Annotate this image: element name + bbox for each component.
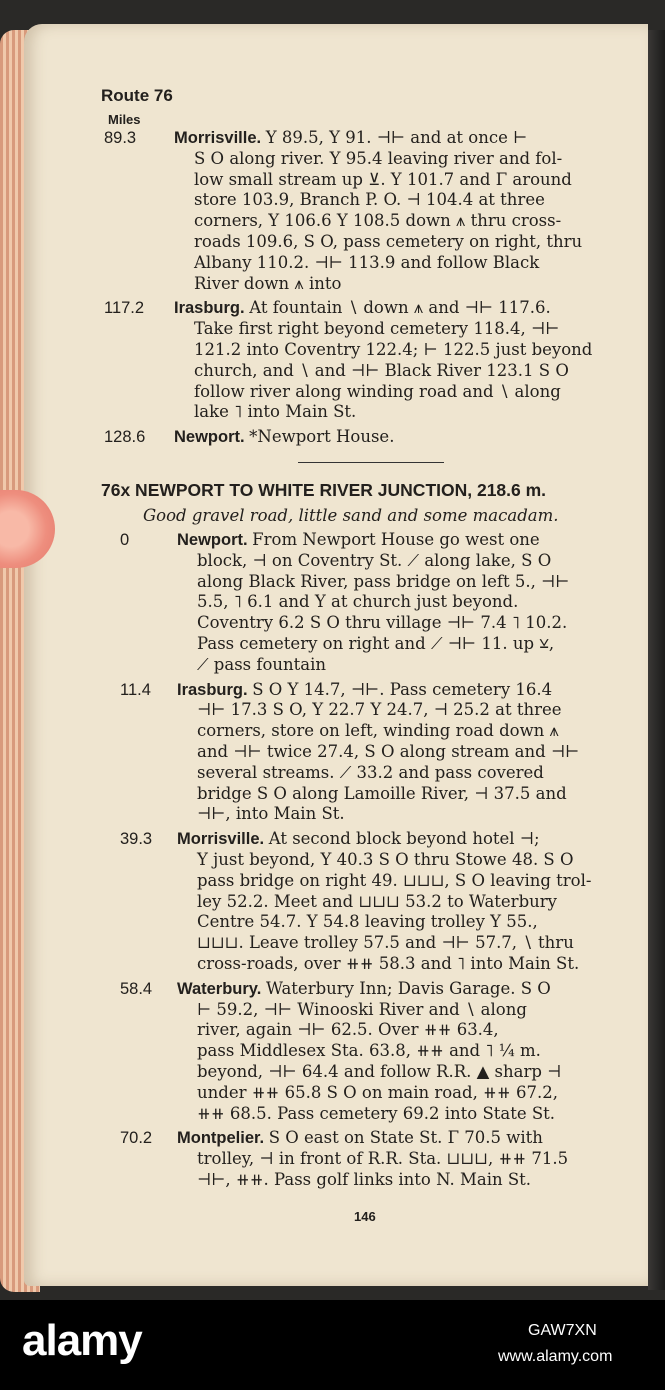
entry-line (174, 298, 624, 319)
entry-line (177, 1062, 625, 1083)
entry-line-text: Y just beyond, Y 40.3 S O thru Stowe 48. S O (197, 849, 574, 869)
entry-line-text: cross-roads, over ⧺⧺ 58.3 and ˥ into Main St. (197, 953, 580, 973)
watermark-logo: alamy (22, 1316, 142, 1365)
section-heading: 76x NEWPORT TO WHITE RIVER JUNCTION, 218.6 m. (101, 480, 547, 500)
entry-line-text: under ⧺⧺ 65.8 S O on main road, ⧺⧺ 67.2, (197, 1082, 558, 1102)
entry-line (177, 1170, 625, 1191)
page-number: 146 (354, 1209, 376, 1224)
entry-line-text: S O Y 14.7, ⊣⊢. Pass cemetery 16.4 (252, 679, 553, 699)
entry-mileage: 0 (120, 531, 130, 549)
entry-line (174, 274, 624, 295)
entry-mileage: 117.2 (104, 299, 145, 318)
entry-place-name: Morrisville. (174, 129, 266, 147)
entry-line (177, 1020, 625, 1041)
entry-line (177, 572, 625, 593)
entry-line (177, 551, 625, 572)
entry-line (177, 954, 625, 975)
entry-line (177, 1083, 625, 1104)
entry-line-text: river, again ⊣⊢ 62.5. Over ⧺⧺ 63.4, (197, 1020, 499, 1040)
entry-line (174, 361, 624, 382)
entry-line (174, 149, 624, 170)
entry-line-text: lake ˥ into Main St. (194, 402, 357, 422)
entry-place-name: Waterbury. (177, 979, 266, 998)
entry-line-text: bridge S O along Lamoille River, ⊣ 37.5 and (197, 783, 567, 803)
entry-line-text: 5.5, ˥ 6.1 and Y at church just beyond. (197, 592, 519, 612)
entry-line (177, 912, 625, 933)
entry-line-text: ⊣⊢, ⧺⧺. Pass golf links into N. Main St. (197, 1169, 532, 1189)
entry-line (177, 829, 625, 850)
miles-column-label: Miles (108, 112, 141, 127)
entry-line (174, 190, 624, 211)
entry-line (174, 319, 624, 340)
entry-line (177, 742, 625, 763)
entry-line-text: ley 52.2. Meet and ⊔⊔⊔ 53.2 to Waterbury (197, 891, 557, 911)
section-subheading: Good gravel road, little sand and some macadam. (143, 506, 559, 525)
entry-line (177, 850, 625, 871)
entry-line-text: ⟋ pass fountain (197, 654, 327, 674)
entry-line-text: Y 89.5, Y 91. ⊣⊢ and at once ⊢ (265, 128, 528, 147)
entry-line-text: Waterbury Inn; Davis Garage. S O (265, 978, 551, 998)
entry-mileage: 11.4 (120, 680, 151, 699)
entry-line-text: ⊔⊔⊔. Leave trolley 57.5 and ⊣⊢ 57.7, ∖ thru (197, 933, 574, 953)
entry-line-text: corners, Y 106.6 Y 108.5 down ⩚ thru cross- (194, 211, 562, 231)
entry-line-text: low small stream up ⊻. Y 101.7 and Γ around (194, 169, 572, 189)
entry-line-text: ⧺⧺ 68.5. Pass cemetery 69.2 into State St. (197, 1103, 556, 1123)
entry-mileage: 39.3 (120, 830, 153, 849)
entry-line (177, 1104, 625, 1125)
entry-line-text: ⊣⊢, into Main St. (197, 804, 345, 824)
entry-line-text: From Newport House go west one (252, 530, 540, 549)
entry-place-name: Irasburg. (177, 680, 253, 699)
entry-line-text: ⊢ 59.2, ⊣⊢ Winooski River and ∖ along (197, 999, 527, 1019)
entry-line (177, 700, 625, 721)
entry-line-text: pass Middlesex Sta. 63.8, ⧺⧺ and ˥ ¼ m. (197, 1041, 541, 1061)
entry-line (177, 721, 625, 742)
entry-line-text: church, and ∖ and ⊣⊢ Black River 123.1 S O (194, 360, 569, 380)
entry-line (177, 763, 625, 784)
entry-line (174, 382, 624, 403)
entry-line-text: *Newport House. (249, 427, 395, 447)
entry-line (177, 804, 625, 825)
entry-line (174, 232, 624, 253)
entry-line-text: several streams. ⟋ 33.2 and pass covered (197, 762, 544, 782)
entry-line (177, 680, 625, 701)
entry-line-text: pass bridge on right 49. ⊔⊔⊔, S O leaving trol- (197, 870, 592, 890)
entry-line (174, 170, 624, 191)
entry-line-text: follow river along winding road and ∖ along (194, 381, 561, 401)
entry-line-text: ⊣⊢ 17.3 S O, Y 22.7 Y 24.7, ⊣ 25.2 at three (197, 700, 562, 720)
entry-line-text: store 103.9, Branch P. O. ⊣ 104.4 at three (194, 190, 545, 210)
entry-mileage: 89.3 (104, 129, 137, 147)
entry-line-text: Take first right beyond cemetery 118.4, ⊣⊢ (194, 319, 560, 339)
entry-line (177, 784, 625, 805)
entry-line (174, 427, 624, 448)
entry-line-text: S O along river. Y 95.4 leaving river and fol- (194, 148, 563, 168)
section-divider (298, 462, 444, 463)
watermark-image-id: GAW7XN (528, 1322, 597, 1339)
entry-line (177, 1041, 625, 1062)
entry-line (177, 613, 625, 634)
entry-line (177, 655, 625, 676)
entry-line (174, 128, 624, 149)
entry-line-text: River down ⩚ into (194, 273, 342, 293)
entry-line-text: along Black River, pass bridge on left 5., ⊣⊢ (197, 571, 570, 591)
entry-line-text: roads 109.6, S O, pass cemetery on right, thru (194, 231, 583, 251)
entry-line-text: Albany 110.2. ⊣⊢ 113.9 and follow Black (194, 252, 540, 272)
entry-place-name: Newport. (174, 428, 250, 447)
entry-line-text: and ⊣⊢ twice 27.4, S O along stream and ⊣⊢ (197, 741, 580, 761)
route-title: Route 76 (101, 86, 173, 105)
entry-line (177, 1128, 625, 1149)
entry-line (177, 1149, 625, 1170)
entry-line-text: beyond, ⊣⊢ 64.4 and follow R.R. ▲ sharp ⊣ (197, 1061, 562, 1081)
entry-mileage: 58.4 (120, 979, 153, 998)
entry-line-text: corners, store on left, winding road down ⩚ (197, 721, 559, 741)
entry-line-text: trolley, ⊣ in front of R.R. Sta. ⊔⊔⊔, ⧺⧺ 71.5 (197, 1149, 569, 1169)
entry-line (177, 871, 625, 892)
entry-line (177, 979, 625, 1000)
entry-place-name: Newport. (177, 531, 253, 549)
entry-line (177, 1000, 625, 1021)
watermark-url: www.alamy.com (498, 1348, 613, 1365)
entry-place-name: Morrisville. (177, 830, 269, 849)
entry-line (177, 592, 625, 613)
entry-line-text: S O east on State St. Γ 70.5 with (268, 1128, 543, 1148)
entry-place-name: Irasburg. (174, 299, 250, 318)
entry-line (174, 211, 624, 232)
entry-line (174, 253, 624, 274)
entry-line (177, 892, 625, 913)
entry-mileage: 70.2 (120, 1129, 153, 1148)
entry-place-name: Montpelier. (177, 1129, 269, 1148)
entry-line-text: Coventry 6.2 S O thru village ⊣⊢ 7.4 ˥ 10.2. (197, 613, 568, 633)
entry-line (174, 402, 624, 423)
entry-line-text: 121.2 into Coventry 122.4; ⊢ 122.5 just beyond (194, 339, 593, 359)
entry-line-text: Centre 54.7. Y 54.8 leaving trolley Y 55., (197, 912, 538, 932)
entry-line (177, 634, 625, 655)
entry-mileage: 128.6 (104, 428, 146, 447)
entry-line-text: block, ⊣ on Coventry St. ⟋ along lake, S O (197, 550, 552, 570)
entry-line-text: Pass cemetery on right and ⟋ ⊣⊢ 11. up ⊻, (197, 633, 555, 653)
entry-line (177, 933, 625, 954)
entry-line-text: At fountain ∖ down ⩚ and ⊣⊢ 117.6. (249, 298, 551, 318)
entry-line (174, 340, 624, 361)
book-cover-edge (648, 30, 665, 1290)
entry-line-text: At second block beyond hotel ⊣; (268, 829, 540, 849)
entry-line (177, 530, 625, 551)
